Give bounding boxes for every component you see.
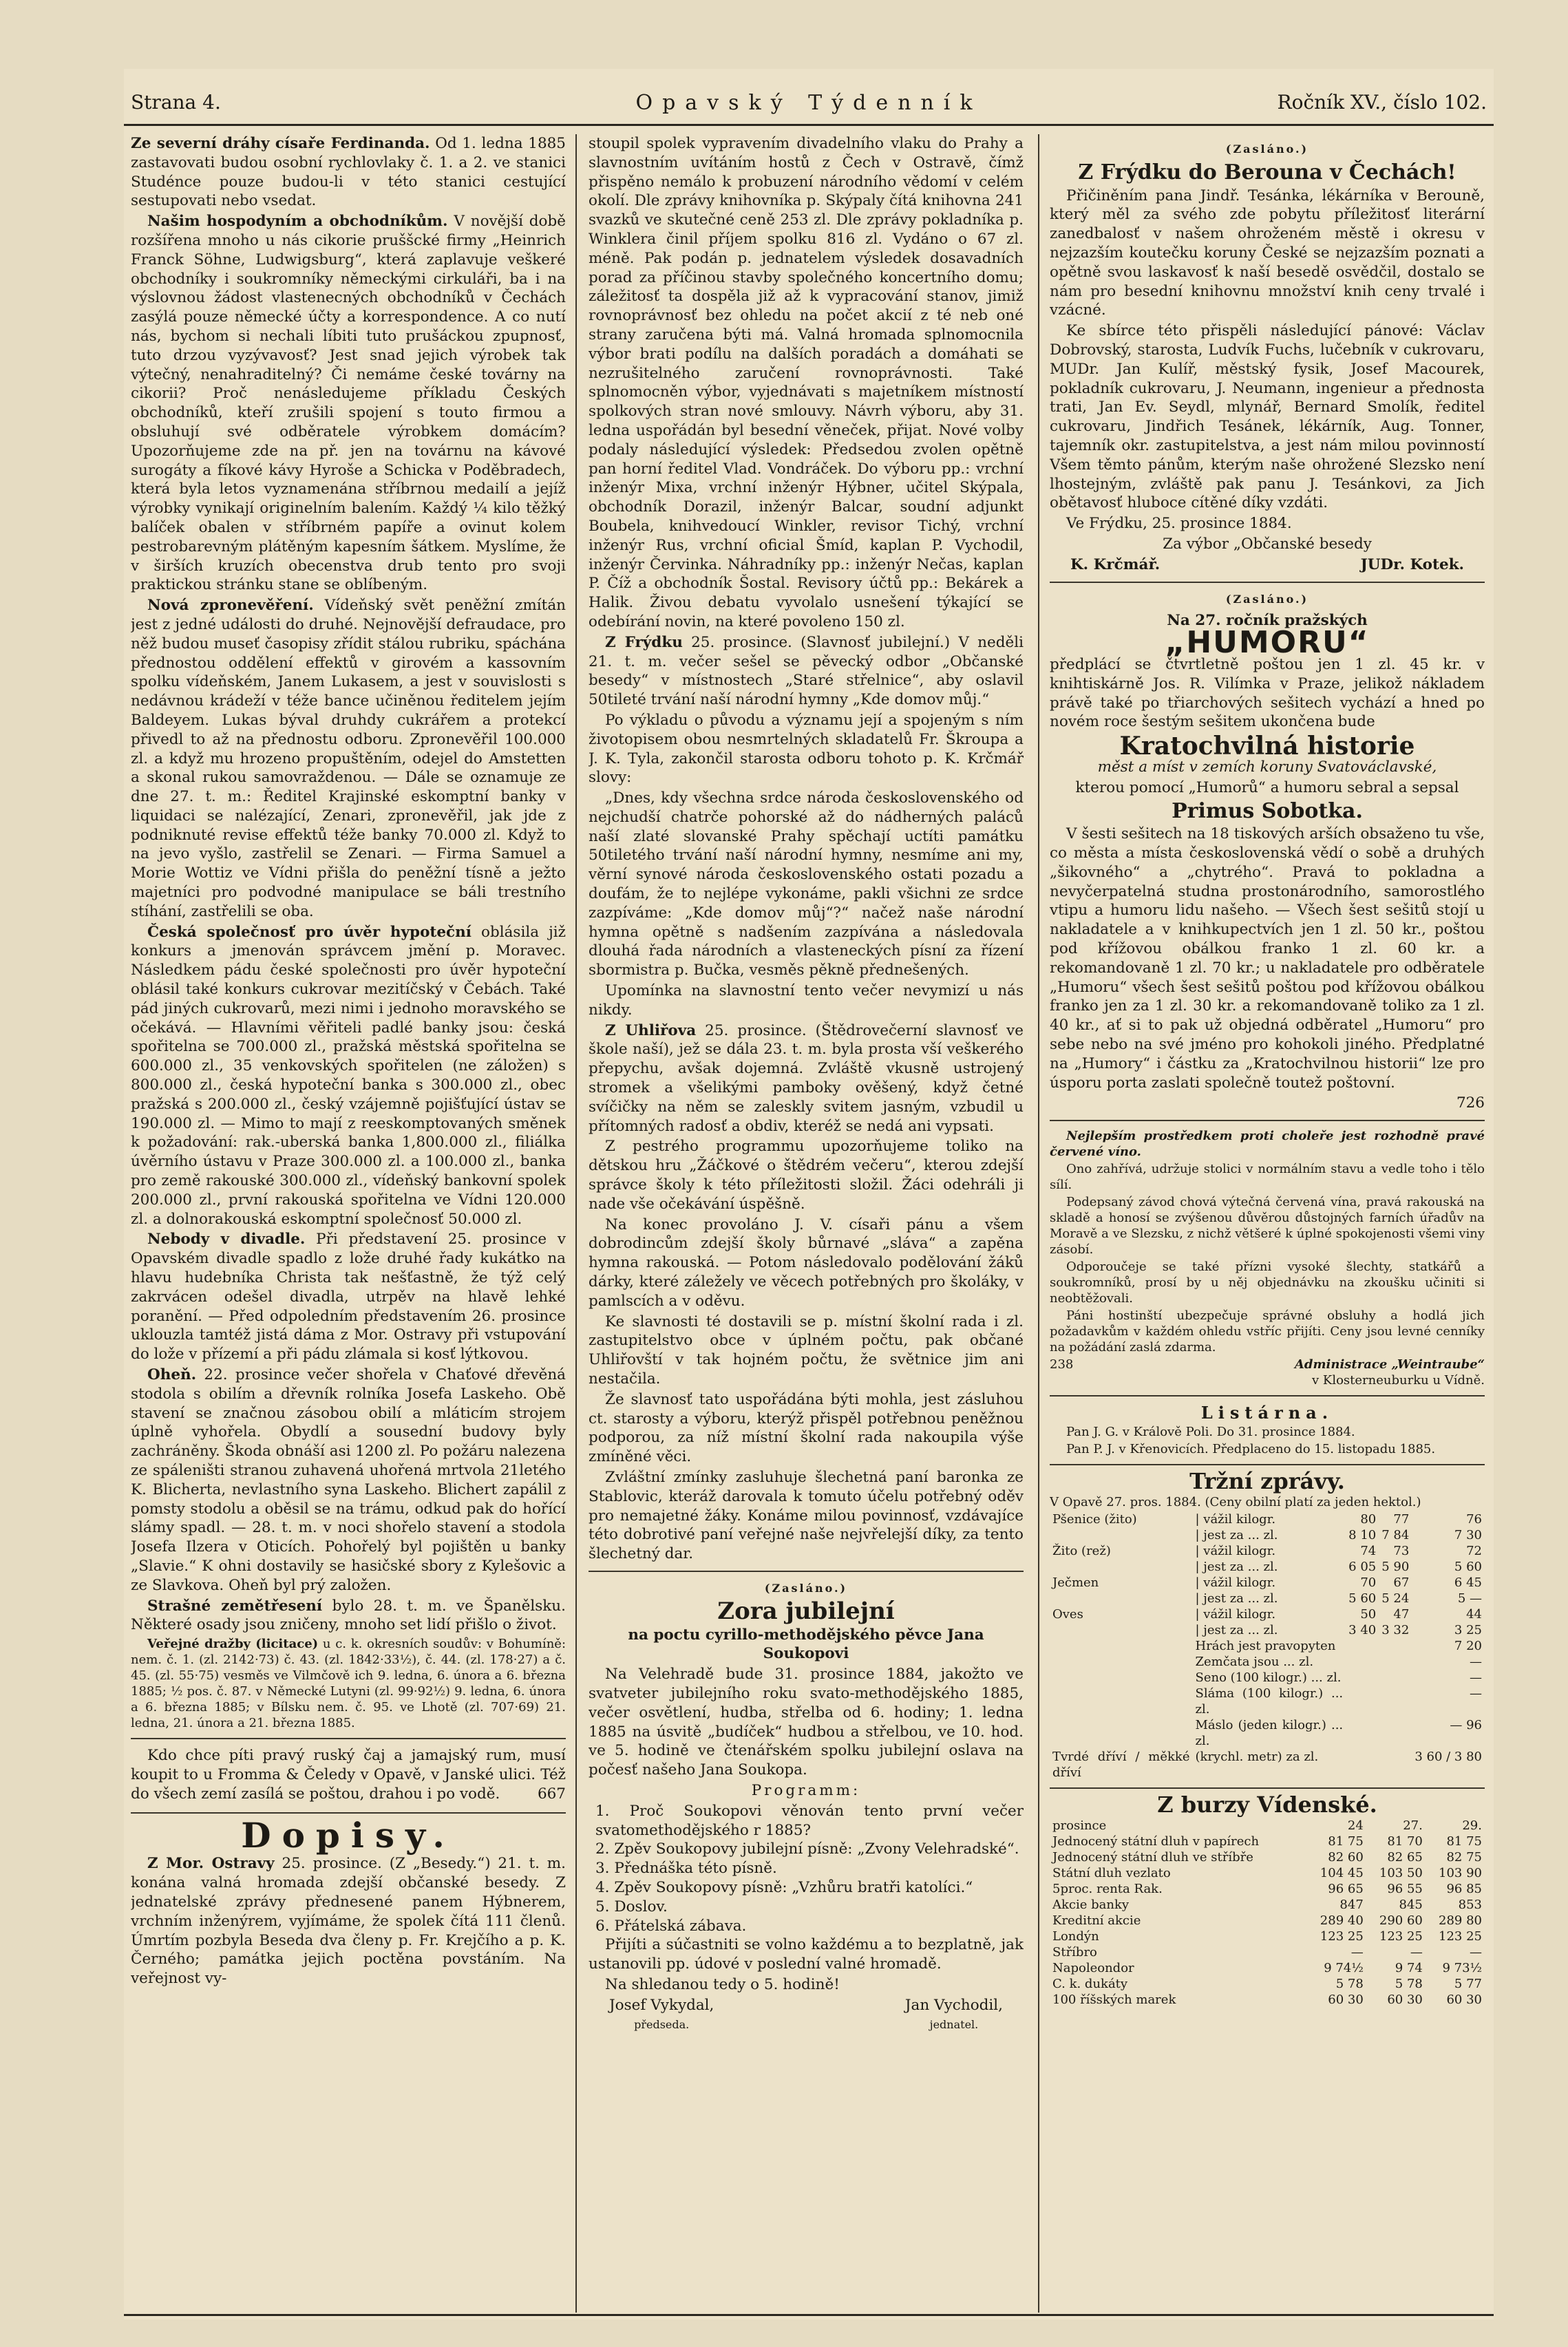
- table-cell: 81 75: [1328, 1834, 1364, 1849]
- signature-name: JUDr. Kotek.: [1360, 555, 1464, 573]
- table-cell: | jest za ... zl.: [1195, 1559, 1278, 1574]
- paragraph: Odporoučeje se také přízni vysoké šlechty, statkářů a soukromníků, prosí by u něj objednávku na zkoušku učiniti si neobtěžovali.: [1050, 1260, 1485, 1306]
- table-cell: [1379, 1717, 1412, 1749]
- table-cell: Žito (rež): [1052, 1543, 1111, 1558]
- table-row: [1050, 1527, 1485, 1543]
- table-cell: 77: [1393, 1511, 1410, 1527]
- article-text: bylo 28. t. m. ve Španělsku. Některé osady jsou zničeny, mnoho set lidí přišlo o život.: [131, 1597, 566, 1634]
- table-cell: 82 75: [1446, 1849, 1482, 1865]
- author-name: Primus Sobotka.: [1172, 798, 1363, 823]
- table-cell: [1346, 1670, 1379, 1686]
- table-cell: [1346, 1717, 1379, 1749]
- table-cell: 5 60: [1348, 1591, 1377, 1606]
- article-heading: Ze severní dráhy císaře Ferdinanda.: [131, 135, 430, 152]
- table-cell: 8 10: [1348, 1527, 1377, 1542]
- table-cell: 60 30: [1387, 1992, 1423, 2007]
- table-header-cell: 27.: [1403, 1818, 1423, 1833]
- table-cell: | vážil kilogr.: [1195, 1543, 1276, 1558]
- article-frydek: [589, 633, 1024, 710]
- divider: [589, 1571, 1024, 1572]
- table-cell: 3 40: [1348, 1622, 1377, 1637]
- column-rule: [575, 134, 577, 2313]
- divider: [131, 1812, 566, 1814]
- table-header-cell: prosince: [1052, 1818, 1107, 1833]
- article-chicory: [131, 212, 566, 595]
- place-date: Ve Frýdku, 25. prosince 1884.: [1066, 515, 1292, 533]
- table-row: [1050, 1686, 1485, 1717]
- table-row: [1050, 1834, 1485, 1849]
- table-cell: 67: [1393, 1575, 1410, 1590]
- divider: [131, 1738, 566, 1739]
- table-cell: Napoleondor: [1052, 1960, 1134, 1975]
- table-cell: 100 říšských marek: [1052, 1992, 1176, 2007]
- paragraph: Ke slavnosti té dostavili se p. místní školní rada i zl. zastupitelstvo obce v úplném počtu, pak občané Uhliřovští v tak hojném počtu, že světnice jim ani nestačila.: [589, 1313, 1024, 1388]
- table-cell: | jest za ... zl.: [1195, 1591, 1278, 1606]
- signature-name: Jan Vychodil,: [904, 1996, 1003, 2014]
- article-text: 25. prosince. (Slavnosť jubilejní.) V neděli 21. t. m. večer sešel se pěvecký odbor „Občanské besedy“ v místnostech „Staré střelnice“, aby oslavil 50tileté trvání naší národní hymny „Kde domov můj.“: [589, 633, 1024, 709]
- article-text: Při představení 25. prosince v Opavském divadle spadlo z lože druhé řady kukátko na hlavu hudebníka Christa tak nešťastně, že týž celý zakrvácen odešel divadla, utrpěv na hlavě lehké poranění. — Před odpoledním představením 26. prosince uklouzla tamtéž jistá dáma z Mor. Ostravy při vstupování do lože v přízemí a při pádu zlámala si kosť lýtkovou.: [131, 1231, 566, 1363]
- table-cell: Akcie banky: [1052, 1897, 1130, 1912]
- table-cell: 9 74½: [1324, 1960, 1364, 1975]
- table-cell: Zemčata jsou ... zl.: [1195, 1654, 1314, 1669]
- humor-title: „HUMORU“: [1165, 625, 1370, 661]
- table-cell: [1050, 1686, 1193, 1717]
- paragraph: Páni hostinští ubezpečuje správné obsluhy a hodlá jich požadavkům v každém ohledu vstříc přijíti. Ceny jsou levné cenníky na požádání zaslá zdarma.: [1050, 1308, 1485, 1355]
- column-1: [131, 134, 566, 2313]
- table-cell: 853: [1458, 1897, 1482, 1912]
- paragraph: Z pestrého programmu upozorňujeme toliko na dětskou hru „Žáčkové o štědrém večeru“, kterou zdejší správce školy k této příležitosti složil. Žáci odehráli ji nade vše očekávání úspěšně.: [589, 1138, 1024, 1213]
- table-cell: 5 77: [1454, 1976, 1482, 1991]
- exchange-title: Z burzy Vídenské.: [1157, 1791, 1377, 1818]
- table-cell: [1346, 1638, 1379, 1654]
- advert-tea-rum: [131, 1746, 566, 1803]
- table-row: [1050, 1849, 1485, 1865]
- table-cell: 123 25: [1379, 1929, 1423, 1944]
- column-2: [589, 134, 1024, 2313]
- table-cell: 5 78: [1395, 1976, 1423, 1991]
- paragraph: Ono zahřívá, udržuje stolici v normálním stavu a vedle toho i tělo sílí.: [1050, 1162, 1485, 1193]
- signature: [905, 1996, 1003, 2035]
- column-3: [1050, 134, 1485, 2313]
- paragraph: Zvláštní zmínky zasluhuje šlechetná paní baronka ze Stablovic, kteráž darovala k tomuto účelu potřebný oděv pro nemajetné žáky. Konáme milou povinnosť, vzdávajíce této dobrotivé paní veřejné naše nejvřelejší díky, za tento šlechetný dar.: [589, 1468, 1024, 1563]
- article-heading: Oheň.: [147, 1366, 197, 1383]
- table-cell: —: [1410, 1944, 1423, 1960]
- kratochvilna-subtitle: měst a míst v zemích koruny Svatováclavské,: [1097, 758, 1437, 776]
- table-cell: 5 90: [1381, 1559, 1410, 1574]
- table-cell: [1379, 1670, 1412, 1686]
- table-cell: 47: [1393, 1606, 1410, 1622]
- table-cell: 104 45: [1320, 1865, 1364, 1880]
- table-cell: 3 60 / 3 80: [1415, 1749, 1482, 1764]
- table-cell: [1050, 1527, 1193, 1543]
- market-title: Tržní zprávy.: [1189, 1468, 1345, 1495]
- wine-title: Nejlepším prostředkem proti choleře jest rozhodně pravé červené víno.: [1050, 1129, 1485, 1160]
- issue-number: Ročník XV., číslo 102.: [1277, 91, 1487, 114]
- table-cell: 73: [1393, 1543, 1410, 1558]
- table-cell: | jest za ... zl.: [1195, 1622, 1278, 1637]
- market-table: [1050, 1511, 1485, 1781]
- programme-item: 6. Přátelská zábava.: [595, 1917, 747, 1935]
- table-row: [1050, 1622, 1485, 1638]
- article-text: 25. prosince. (Štědrovečerní slavnosť ve škole naší), jež se dála 23. t. m. byla prosta vší veškerého přepychu, avšak dojemná. Zvláště vkusně ustrojený stromek a všelikými pamboky ověšený, když četné svíčičky na něm se zaleskly svitem jasným, vzbudil u přítomných radosť a obdiv, kteréž se nedá ani vypsati.: [589, 1021, 1024, 1135]
- table-cell: 6 05: [1348, 1559, 1377, 1574]
- table-cell: [1346, 1686, 1379, 1717]
- humor-intro: Na 27. ročník pražských: [1167, 612, 1368, 630]
- article-text: 22. prosince večer shořela v Chaťové dřevěná stodola s obilím a dřevník rolníka Josefa Laskeho. Obě stavení se značnou zásobou obilí a mláticím strojem úplně vyhořela. Obydlí a sousední budovy byly zachráněny. Škoda obnáší asi 1200 zl. Po požáru nalezena ze spáleništi stranou zuhavená uhořená mrtvola 21letého K. Blicherta, nevlastního syna Laskeho. Blichert zapálil z pomsty stodolu a oběsil se na trámu, odkud pak do hořící slámy spadl. — 28. t. m. v noci shořelo stavení a stodola Josefa Ilzera v Oticích. Pohořelý byl pojištěn u banky „Slavie.“ K ohni dostavily se hasičské sbory z Kylešovic a ze Slavkova. Oheň byl prý založen.: [131, 1366, 566, 1594]
- table-cell: Ječmen: [1052, 1575, 1099, 1590]
- table-cell: 845: [1399, 1897, 1423, 1912]
- table-row: [1050, 1606, 1485, 1622]
- table-cell: 9 73½: [1442, 1960, 1482, 1975]
- paragraph: Podepsaný závod chová výtečná červená vína, pravá rakouská na skladě a honosí se zvýšenou důvěrou důstojných farních úřadův na Moravě a ve Slezsku, z nichž většeré k úplné spokojenosti všemi viny zásobí.: [1050, 1195, 1485, 1257]
- article-railway: [131, 134, 566, 211]
- table-cell: 81 70: [1387, 1834, 1423, 1849]
- table-cell: 80: [1360, 1511, 1377, 1527]
- signature-name: Josef Vykydal,: [609, 1996, 714, 2014]
- table-cell: Kreditní akcie: [1052, 1913, 1141, 1928]
- table-cell: 5 60: [1454, 1559, 1482, 1574]
- zaslano-label: (Zasláno.): [1225, 142, 1309, 156]
- table-cell: [1379, 1638, 1412, 1654]
- zaslano-label: (Zasláno.): [1225, 592, 1309, 606]
- divider: [1050, 1120, 1485, 1121]
- table-cell: 70: [1360, 1575, 1377, 1590]
- table-row: [1050, 1865, 1485, 1881]
- newspaper-title: Opavský Týdenník: [635, 91, 982, 115]
- article-ostrava-cont: stoupil spolek vypravením divadelního vlaku do Prahy a slavnostním uvítáním hostů z Čech v Ostravě, čímž přispěno nemálo k probuzení národního vědomí v celém okolí. Dle zprávy knihovníka p. Skýpaly čítá knihovna 241 svazků ve skutečné ceně 253 zl. Dle zprávy pokladníka p. Winklera činil příjem spolku 816 zl. Vydáno o 67 zl. méně. Pak podán p. jednatelem výsledek dosavadních porad za příčinou stavby společného koncertního domu; záležitosť ta dospěla již až k vypracování stanov, jimiž rovnoprávnosť bez ohledu na počet akcií z té neb oné strany zaručena býti má. Valná hromada splnomocnila výbor brati podílu na dalších poradách a domáhati se nezrušitelného zaručení rovnoprávnosti. Také splnomocněn výbor, vyjednávati s majetníkem místností spolkových stran nové smlouvy. Návrh výboru, aby 31. ledna uspořádán byl besední věneček, přijat. Nové volby podaly následující výsledek: Předsedou zvolen opětně pan horní ředitel Vlad. Vondráček. Do výboru pp.: vrchní inženýr Mixa, vrchní inženýr Hýbner, učitel Skýpala, obchodník Dorazil, inženýr Balcar, soudní adjunkt Boubela, knihvedoucí Winkler, revisor Tichý, vrchní inženýr Rus, vrchní oficial Šmíd, kaplan P. Vychodil, inženýr Červinka. Náhradníky pp.: inženýr Nečas, kaplan P. Číž a obchodník Šostal. Revisory účtů pp.: Bekárek a Halik. Živou debatu vyvolalo usnešení týkající se odebírání novin, na které povoleno 150 zl.: [589, 135, 1024, 630]
- table-cell: 103 90: [1439, 1865, 1482, 1880]
- table-cell: [1050, 1591, 1193, 1606]
- advert-text: Kdo chce píti pravý ruský čaj a jamajský rum, musí koupit to u Fromma & Čeledy v Opavě, v Janské ulici. Též do všech zemí zasílá se poštou, drahou i po vodě.: [131, 1747, 566, 1803]
- table-cell: Jednocený státní dluh ve stříbře: [1052, 1849, 1253, 1865]
- table-cell: 5 24: [1381, 1591, 1410, 1606]
- table-cell: 96 65: [1328, 1881, 1364, 1896]
- section-heading-dopisy: Dopisy.: [241, 1814, 456, 1856]
- table-row: [1050, 1960, 1485, 1976]
- listarna-item: Pan P. J. v Křenovicích. Předplaceno do 15. listopadu 1885.: [1066, 1442, 1436, 1457]
- table-cell: C. k. dukáty: [1052, 1976, 1128, 1991]
- table-cell: 3 25: [1454, 1622, 1482, 1637]
- table-cell: Stříbro: [1052, 1944, 1097, 1960]
- table-cell: 123 25: [1439, 1929, 1482, 1944]
- table-cell: [1379, 1654, 1412, 1670]
- table-cell: [1050, 1670, 1193, 1686]
- table-row: [1050, 1881, 1485, 1897]
- divider: [1050, 582, 1485, 583]
- table-cell: 44: [1466, 1606, 1482, 1622]
- article-heading: Z Frýdku: [605, 633, 683, 651]
- article-text: Od 1. ledna 1885 zastavovati budou osobní rychlovlaky č. 1. a 2. ve stanici Studénce pouze budou-li v této stanici cestující sestupovati nebo vsedat.: [131, 135, 566, 210]
- table-row: [1050, 1913, 1485, 1929]
- table-cell: [1379, 1686, 1412, 1717]
- table-cell: [1050, 1622, 1193, 1638]
- table-row: [1050, 1897, 1485, 1913]
- paragraph: „Dnes, kdy všechna srdce národa československého od nejchudší chatrče pohorské až do nádherných paláců naší zlaté slovanské Prahy spěchají uctíti památku 50tiletého trvání naší národní hymny, nesmíme ani my, věrní synové národa československého ostati pozadu a doufám, že to nejlépe vykonáme, pakli všichni ze srdce zazpíváme: „Kde domov můj“?“ načež naše národní hymna opětně s nadšením zazpívána a následovala dlouhá řada národních a vlasteneckých písní za řízení sbormistra p. Bučka, vesměs pěkně přednešených.: [589, 789, 1024, 979]
- article-theatre: [131, 1230, 566, 1364]
- table-cell: 7 20: [1454, 1638, 1482, 1653]
- table-row: [1050, 1992, 1485, 2008]
- article-fire: [131, 1366, 566, 1595]
- table-cell: —: [1470, 1686, 1482, 1701]
- divider: [1050, 1787, 1485, 1789]
- article-heading: Veřejné dražby (licitace): [147, 1637, 319, 1652]
- zora-text-2: Přijíti a súčastniti se volno každému a to bezplatně, jak ustanovili pp. údové v poslední valné hromadě.: [589, 1936, 1024, 1973]
- article-embezzlement: [131, 596, 566, 922]
- table-header-cell: 24: [1347, 1818, 1364, 1833]
- article-heading: Nová zpronevěření.: [147, 597, 314, 615]
- table-cell: —: [1470, 1944, 1482, 1960]
- table-row: [1050, 1944, 1485, 1960]
- for-committee: Za výbor „Občanské besedy: [1163, 535, 1372, 553]
- table-cell: 82 65: [1387, 1849, 1423, 1865]
- table-header-row: [1050, 1818, 1485, 1834]
- signature-role: jednatel.: [929, 2017, 979, 2031]
- table-row: [1050, 1929, 1485, 1944]
- table-cell: | jest za ... zl.: [1195, 1527, 1278, 1542]
- table-cell: Pšenice (žito): [1052, 1511, 1137, 1527]
- column-rule: [1038, 134, 1039, 2313]
- article-text: V novější době rozšířena mnoho u nás cikorie pruššcké firmy „Heinrich Franck Söhne, Ludwigsburg“, která zaplavuje veškeré obchodníky i soukromníky německými cirkuláři, ba i na výslovnou žádost vlastenecných obchodníků v Čechách zasýlá pouze německé účty a korrespondence. A co nutí nás, bychom si nechali líbiti tuto prušáckou zpupnosť, tuto drzou vyzývavosť? Jest snad jejich výrobek tak výtečný, nenahraditelný? Či nemáme české továrny na cikorii? Proč nenásledujeme příkladu Českých obchodníků, kteří zrušili spojení s touto firmou a obsluhují své odběratele výrobkem domácím? Upozorňujeme zde na př. jen na továrnu na kávové surogáty a fíkové kávy Hyroše a Schicka v Poděbradech, která byla letos vyznamenána stříbrnou medailí a jejíž výrobky vynikají originelním balením. Každý ¼ kilo těžký balíček obalen v stříbrném papíře a ovinut kolem pestrobarevným plátěným kapesním šátkem. Myslíme, že v širších kruzích obecenstva drub tento pro svoji praktickou stránku stane se oblíbeným.: [131, 213, 566, 594]
- table-cell: 50: [1360, 1606, 1377, 1622]
- paragraph: Přičiněním pana Jindř. Tesánka, lékárníka v Berouně, který měl za svého zde pobytu příležitosť literární zanedbalosť v našem ohroženém městě i okresu v nejzazším koutečku koruny České se nejzazším poznati a opětně svou laskavosť k naší besedě osvědčil, dostalo se nám pro besední knihovnu množství knih ceny trvalé i vzácné.: [1050, 187, 1485, 319]
- paragraph: předplácí se čtvrtletně poštou jen 1 zl. 45 kr. v knihtiskárně Jos. R. Vilímka v Praze, jelikož nákladem právě také po třiarchových sešitech vychází a hned po novém roce šestým sešitem ukončena bude: [1050, 655, 1485, 731]
- table-cell: Tvrdé dříví / měkké dříví: [1052, 1749, 1190, 1780]
- table-cell: —: [1470, 1670, 1482, 1685]
- table-cell: [1346, 1654, 1379, 1670]
- paragraph: Po výkladu o původu a významu její a spojeným s ním životopisem obou nesmrtelných skladatelů Fr. Škroupa a J. K. Tyla, zakončil starosta odboru tohoto p. K. Krčmář slovy:: [589, 711, 1024, 787]
- table-cell: 7 84: [1381, 1527, 1410, 1542]
- table-cell: 60 30: [1328, 1992, 1364, 2007]
- table-row: [1050, 1654, 1485, 1670]
- table-cell: 7 30: [1454, 1527, 1482, 1542]
- frydek-title: Z Frýdku do Berouna v Čechách!: [1078, 160, 1456, 184]
- table-cell: Londýn: [1052, 1929, 1099, 1944]
- table-cell: 3 32: [1381, 1622, 1410, 1637]
- table-cell: —: [1350, 1944, 1364, 1960]
- table-cell: 123 25: [1320, 1929, 1364, 1944]
- article-heading: Z Mor. Ostravy: [147, 1855, 275, 1873]
- programme-heading: Programm:: [751, 1781, 861, 1799]
- signature-place: v Klosterneuburku u Vídně.: [1312, 1373, 1485, 1388]
- table-cell: 76: [1466, 1511, 1482, 1527]
- table-cell: [1050, 1638, 1193, 1654]
- table-cell: 103 50: [1379, 1865, 1423, 1880]
- table-cell: 289 80: [1439, 1913, 1482, 1928]
- programme-item: 1. Proč Soukopovi věnován tento první večer svatomethodějského r 1885?: [595, 1802, 1024, 1839]
- table-row: [1050, 1638, 1485, 1654]
- signatures: [1050, 555, 1485, 575]
- table-cell: Sláma (100 kilogr.) ... zl.: [1195, 1686, 1344, 1717]
- table-cell: 96 85: [1446, 1881, 1482, 1896]
- paragraph: V šesti sešitech na 18 tiskových arších obsaženo tu vše, co města a místa československá vědí o sobě a druhých „šikovného“ a „chytrého“. Pravá to pokladna a nevyčerpatelná studna prostonárodního, samorostlého vtipu a humoru lidu našeho. — Všech šest sešitů stojí u nakladatele a v knihkupectvích jen 1 zl. 50 kr., poštou pod křížovou obálkou franko 1 zl. 60 kr. a rekomandovaně 1 zl. 70 kr.; u nakladatele pro odběratele „Humoru“ všech šest sešitů poštou pod křížovou obálkou franko jen za 1 zl. 30 kr. a rekomandovaně toliko za 1 zl. 40 kr., ať si to pak už objedná odběratel „Humoru“ pro sebe nebo na své jméno pro kohokoli jiného. Předplatné na „Humory“ i částku za „Kratochvilnou historii“ lze pro úsporu porta zaslati společně toutež poštovní.: [1050, 825, 1485, 1092]
- table-row: [1050, 1749, 1485, 1781]
- exchange-table: [1050, 1818, 1485, 2008]
- divider: [1050, 1464, 1485, 1465]
- table-cell: 72: [1466, 1543, 1482, 1558]
- table-cell: 289 40: [1320, 1913, 1364, 1928]
- article-text: 25. prosince. (Z „Besedy.“) 21. t. m. konána valná hromada zdejší občanské besedy. Z jednatelské zprávy přednesené panem Hýbnerem, vrchním inženýrem, vyjímáme, že spolek čítá 111 členů. Úmrtím pozbyla Beseda dva členy p. Fr. Krejčího a p. K. Černého; památka jejich poctěna povstáním. Na veřejnost vy-: [131, 1855, 566, 1988]
- advert-number: 726: [1456, 1094, 1485, 1112]
- article-text: Vídeňský svět peněžní zmítán jest z jedné události do druhé. Nejnovější defraudace, pro něž budou museť časopisy zřídit stálou rubriku, spáchána přednostou oddělení effektů v girovém a kassovním spolku vídeňském, Janem Lukasem, a jest v souvislosti s nedávnou krádeží v téže bance učiněnou ředitelem jejím Baldeyem. Lukas býval druhdy cukrářem a protekcí přivedl to až na přednostu odboru. Zpronevěřil 100.000 zl. a když mu hrozeno propuštěním, odejel do Amstetten a skonal rukou samovraždenou. — Dále se oznamuje ze dne 27. t. m.: Ředitel Krajinské eskomptní banky v liquidaci se nalézající, Zenari, zpronevěřil, jak jde z podniknuté revise effektů téže banky 70.000 zl. Když to na jevo vyšlo, zastřelil se Zenari. — Firma Samuel a Morie Wottiz ve Vídni přišla do peněžní tísně a ježto majetníci pro podvodné manipulace se báli trestního stíhání, zastřelili se oba.: [131, 597, 566, 920]
- table-cell: 5 78: [1335, 1976, 1364, 1991]
- article-heading: Česká společnosť pro úvěr hypoteční: [147, 923, 472, 941]
- listarna-title: Listárna.: [1200, 1403, 1334, 1423]
- article-heading: Našim hospodyním a obchodníkům.: [147, 213, 448, 231]
- table-cell: [1050, 1654, 1193, 1670]
- kratochvilna-title: Kratochvilná historie: [1119, 732, 1415, 761]
- table-cell: | vážil kilogr.: [1195, 1575, 1276, 1590]
- table-cell: 74: [1360, 1543, 1377, 1558]
- market-header: V Opavě 27. pros. 1884. (Ceny obilní platí za jeden hektol.): [1050, 1494, 1421, 1509]
- listarna-item: Pan J. G. v Králově Poli. Do 31. prosince 1884.: [1066, 1425, 1355, 1440]
- signatures: [589, 1996, 1024, 2035]
- table-cell: 60 30: [1446, 1992, 1482, 2007]
- table-cell: [1379, 1749, 1412, 1781]
- table-row: [1050, 1976, 1485, 1992]
- table-cell: 5proc. renta Rak.: [1052, 1881, 1163, 1896]
- wine-signature: [1050, 1357, 1485, 1372]
- table-cell: | vážil kilogr.: [1195, 1511, 1276, 1527]
- table-row: [1050, 1559, 1485, 1575]
- table-cell: 82 60: [1328, 1849, 1364, 1865]
- table-cell: [1050, 1717, 1193, 1749]
- advert-number: 667: [537, 1785, 566, 1803]
- article-heading: Nebody v divadle.: [147, 1231, 306, 1249]
- paragraph: Na konec provoláno J. V. císaři pánu a všem dobrodincům zdejší školy bůrnavé „sláva“ a zapěna hymna rakouská. — Potom následovalo podělování žáků dárky, které záležely ve věcech potřebných pro školáky, v pamlscích a v oděvu.: [589, 1215, 1024, 1310]
- table-cell: —: [1470, 1654, 1482, 1669]
- zora-subtitle: na poctu cyrillo-methodějského pěvce Jana Soukopovi: [628, 1626, 984, 1663]
- zaslano-label: (Zasláno.): [764, 1581, 848, 1595]
- table-cell: Hrách jest pravopyten: [1195, 1638, 1336, 1653]
- table-cell: (krychl. metr) za zl.: [1195, 1749, 1319, 1764]
- table-cell: 9 74: [1395, 1960, 1423, 1975]
- table-cell: Jednocený státní dluh v papírech: [1052, 1834, 1260, 1849]
- zora-farewell: Na shledanou tedy o 5. hodině!: [605, 1975, 840, 1993]
- table-cell: Státní dluh vezlato: [1052, 1865, 1171, 1880]
- table-cell: 6 45: [1454, 1575, 1482, 1590]
- paragraph: Upomínka na slavnostní tento večer nevymizí u nás nikdy.: [589, 982, 1024, 1019]
- table-cell: 847: [1339, 1897, 1364, 1912]
- programme-item: 3. Přednáška této písně.: [595, 1860, 777, 1878]
- table-row: [1050, 1511, 1485, 1527]
- article-earthquake: [131, 1597, 566, 1635]
- article-heading: Strašné zemětřesení: [147, 1597, 323, 1615]
- table-row: [1050, 1575, 1485, 1591]
- table-row: [1050, 1591, 1485, 1606]
- table-row: [1050, 1543, 1485, 1559]
- article-ostrava: [131, 1854, 566, 1988]
- bottom-rule: [124, 2314, 1494, 2316]
- table-cell: 96 55: [1387, 1881, 1423, 1896]
- table-cell: 81 75: [1446, 1834, 1482, 1849]
- newspaper-page: [124, 69, 1494, 2319]
- table-cell: 5 —: [1457, 1591, 1482, 1606]
- programme-item: 4. Zpěv Soukopovy písně: „Vzhůru bratři katolíci.“: [595, 1878, 973, 1896]
- table-cell: [1050, 1559, 1193, 1575]
- signature-name: Administrace „Weintraube“: [1294, 1357, 1485, 1372]
- table-cell: [1346, 1749, 1379, 1781]
- paragraph: Ke sbírce této přispěli následující pánové: Václav Dobrovský, starosta, Ludvík Fuchs, lučebník v cukrovaru, MUDr. Jan Kulíř, městský fysik, Josef Macourek, pokladník cukrovaru, J. Neumann, ingenieur a přednosta trati, Jan Ev. Seydl, mlynář, Bernard Smolík, ředitel cukrovaru, Jindřich Tesánek, lékárník, Aug. Tonner, tajemník okr. zastupitelstva, a jest nám milou povinností Všem těmto pánům, kterým naše ohrožené Slezsko není lhostejným, zvláště pak panu J. Tesánkovi, za Jich obětavosť hluboce cítěné díky vzdáti.: [1050, 322, 1485, 512]
- article-text: u c. k. okresních soudův: v Bohumíně: nem. č. 1. (zl. 2142·73) č. 43. (zl. 1842·33½), č. 44. (zl. 178·27) a č. 45. (zl. 55·75) vesměs ve Vilmčově ich 9. ledna, 6. února a 6. března 1885; ½ pos. č. 87. v Německé Lutyni (zl. 99·92½) 9. ledna, 6. února a 6. března 1885; v Bílsku nem. č. 95. ve Lhotě (zl. 707·69) 21. ledna, 21. února a 21. března 1885.: [131, 1637, 566, 1731]
- zora-title: Zora jubilejní: [717, 1597, 895, 1625]
- paragraph: Že slavnosť tato uspořádána býti mohla, jest zásluhou ct. starosty a výboru, kterýž přispěl potřebnou peněžnou podporou, za níž místní školní rada nakoupila výše zmíněné věci.: [589, 1390, 1024, 1466]
- advert-number: 238: [1050, 1357, 1074, 1372]
- signature-role: předseda.: [634, 2017, 690, 2031]
- table-row: [1050, 1717, 1485, 1749]
- article-text: oblásila již konkurs a jmenován správcem jmění p. Moravec. Následkem pádu české společnosti pro úvěr hypoteční oblásil také konkurs cukrovar mezitíčský v Čebách. Také pád jiných cukrovarů, mezi nimi i jednoho moravského se očekává. — Hlavními věřiteli padlé banky jsou: česká spořitelna se 700.000 zl., pražská městská spořitelna se 600.000 zl., 35 venkovských spořitelen (ne záložen) s 800.000 zl., česká hypoteční banka s 300.000 zl., obec pražská s 200.000 zl., český vzájemně pojišťující ústav se 190.000 zl. — Mimo to mají z reeskomptovaných směnek k požadování: rak.-uberská banka 1,800.000 zl., filiálka úvěrního ústavu v Praze 300.000 zl. a 100.000 zl., banka pro země rakouské 300.000 zl., vídeňský bankovní spolek 200.000 zl., první rakouská spořitelna ve Vídni 120.000 zl. a dolnorakouská eskomptní společnosť 50.000 zl.: [131, 923, 566, 1228]
- table-cell: 290 60: [1379, 1913, 1423, 1928]
- page-header: [124, 83, 1494, 126]
- table-cell: | vážil kilogr.: [1195, 1606, 1276, 1622]
- table-header-cell: 29.: [1462, 1818, 1482, 1833]
- table-row: [1050, 1670, 1485, 1686]
- article-heading: Z Uhliřova: [605, 1021, 697, 1039]
- table-cell: Oves: [1052, 1606, 1083, 1622]
- programme-item: 2. Zpěv Soukopovy jubilejní písně: „Zvony Velehradské“.: [595, 1840, 1019, 1858]
- signature-name: K. Krčmář.: [1070, 555, 1161, 573]
- table-cell: Seno (100 kilogr.) ... zl.: [1195, 1670, 1342, 1685]
- article-auctions: [131, 1636, 566, 1731]
- divider: [1050, 1395, 1485, 1396]
- programme-item: 5. Doslov.: [595, 1898, 668, 1915]
- article-uhlirov: [589, 1021, 1024, 1136]
- signature: [609, 1996, 714, 2035]
- kratochvilna-text: kterou pomocí „Humorů“ a humoru sebral a sepsal: [1075, 778, 1459, 796]
- article-mortgage: [131, 923, 566, 1229]
- table-cell: — 96: [1450, 1717, 1482, 1732]
- zora-text: Na Velehradě bude 31. prosince 1884, jakožto ve svatveter jubilejního roku svato-methodějského 1885, večer osvětlení, hudba, střelba od 6. hodiny; 1. ledna 1885 na úsvitě „budíček“ hudbou a střelbou, ve 10. hod. ve 5. hodině ve čtenářském spolku jubilejní oslava na počesť našeho Jana Soukopa.: [589, 1666, 1024, 1779]
- page-number: Strana 4.: [131, 91, 221, 114]
- table-cell: Máslo (jeden kilogr.) ... zl.: [1195, 1717, 1344, 1748]
